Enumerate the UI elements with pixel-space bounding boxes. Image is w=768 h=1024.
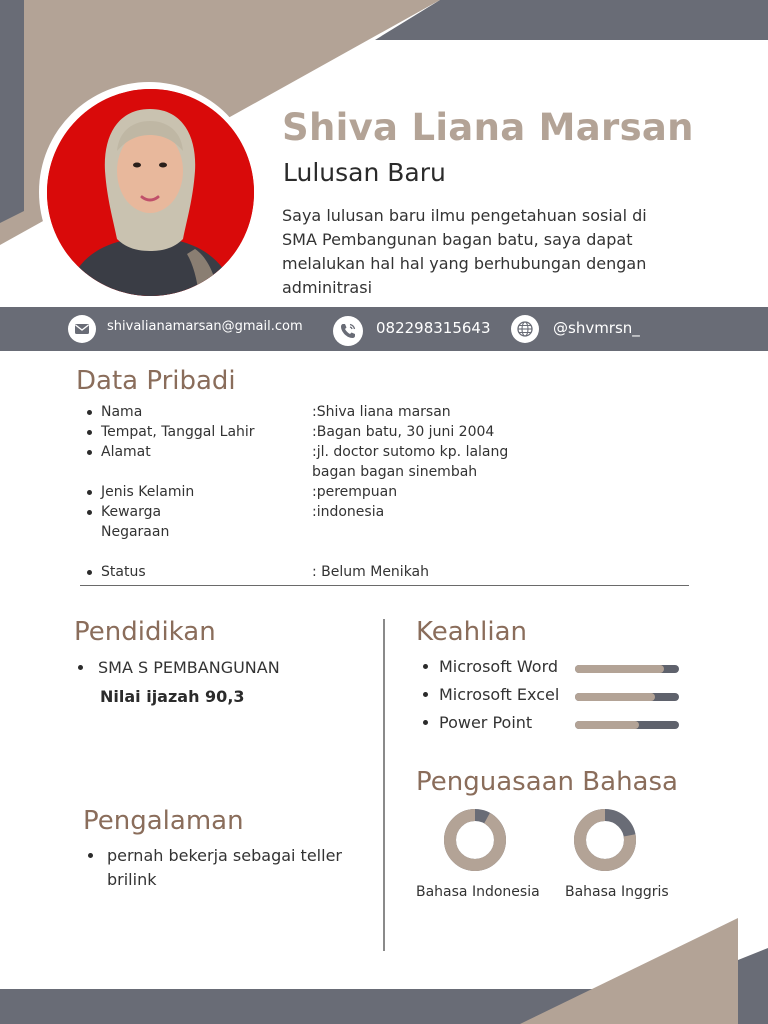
skill-bar [575, 665, 679, 673]
bullet [87, 570, 92, 575]
value-jenis-kelamin: :perempuan [312, 484, 398, 500]
data-pribadi-title: Data Pribadi [76, 366, 236, 396]
lang-label-inggris: Bahasa Inggris [565, 884, 669, 900]
experience-line1: pernah bekerja sebagai teller [107, 846, 342, 865]
value-status: : Belum Menikah [312, 564, 430, 580]
email-text[interactable]: shivalianamarsan@gmail.com [107, 319, 303, 334]
label-ttl: Tempat, Tanggal Lahir [101, 424, 255, 440]
bullet [88, 853, 93, 858]
bullet [423, 664, 428, 669]
phone-text[interactable]: 082298315643 [376, 319, 491, 337]
label-nama: Nama [101, 404, 143, 420]
column-divider [383, 619, 385, 951]
donut-fill [450, 815, 500, 865]
bullet [78, 665, 83, 670]
email-icon [68, 315, 96, 343]
label-kewarganegaraan: Kewarga [101, 504, 162, 520]
value-nama: :Shiva liana marsan [312, 404, 451, 420]
bullet [423, 692, 428, 697]
lang-label-indonesia: Bahasa Indonesia [416, 884, 540, 900]
profile-summary: Saya lulusan baru ilmu pengetahuan sosial di SMA Pembangunan bagan batu, saya dapat melalukan hal hal yang berhubungan dengan adminitrasi [282, 206, 647, 297]
bullet [87, 510, 92, 515]
globe-icon [511, 315, 539, 343]
skill-label: Microsoft Excel [439, 685, 560, 704]
profile-photo [47, 89, 254, 296]
skill-bar-fill [575, 721, 639, 729]
label-jenis-kelamin: Jenis Kelamin [101, 484, 195, 500]
value-ttl: :Bagan batu, 30 juni 2004 [312, 424, 495, 440]
pendidikan-title: Pendidikan [74, 617, 216, 647]
skill-bar-fill [575, 665, 664, 673]
keahlian-title: Keahlian [416, 617, 528, 647]
value-kewarganegaraan: :indonesia [312, 504, 385, 520]
bahasa-title: Penguasaan Bahasa [416, 767, 678, 797]
bullet [87, 490, 92, 495]
donut-bahasa-indonesia [442, 809, 508, 871]
full-name: Shiva Liana Marsan [282, 106, 694, 149]
skill-bar [575, 721, 679, 729]
job-title: Lulusan Baru [283, 158, 446, 187]
school-name: SMA S PEMBANGUNAN [98, 658, 280, 677]
label-alamat: Alamat [101, 444, 151, 460]
donut-bahasa-inggris [572, 809, 638, 871]
pengalaman-title: Pengalaman [83, 806, 244, 836]
label-kewarganegaraan-line2: Negaraan [101, 524, 170, 540]
skill-label: Power Point [439, 713, 533, 732]
person-illustration [47, 89, 254, 296]
phone-icon [333, 316, 363, 346]
skill-bar [575, 693, 679, 701]
grade-text: Nilai ijazah 90,3 [100, 687, 245, 706]
value-alamat-line2: bagan bagan sinembah [312, 464, 478, 480]
social-handle[interactable]: @shvmrsn_ [553, 319, 640, 337]
bullet [423, 720, 428, 725]
label-status: Status [101, 564, 146, 580]
bullet [87, 430, 92, 435]
skill-label: Microsoft Word [439, 657, 559, 676]
skill-bar-fill [575, 693, 655, 701]
section-divider [80, 585, 689, 586]
bullet [87, 410, 92, 415]
bullet [87, 450, 92, 455]
value-alamat: :jl. doctor sutomo kp. lalang [312, 444, 509, 460]
experience-line2: brilink [107, 870, 157, 889]
